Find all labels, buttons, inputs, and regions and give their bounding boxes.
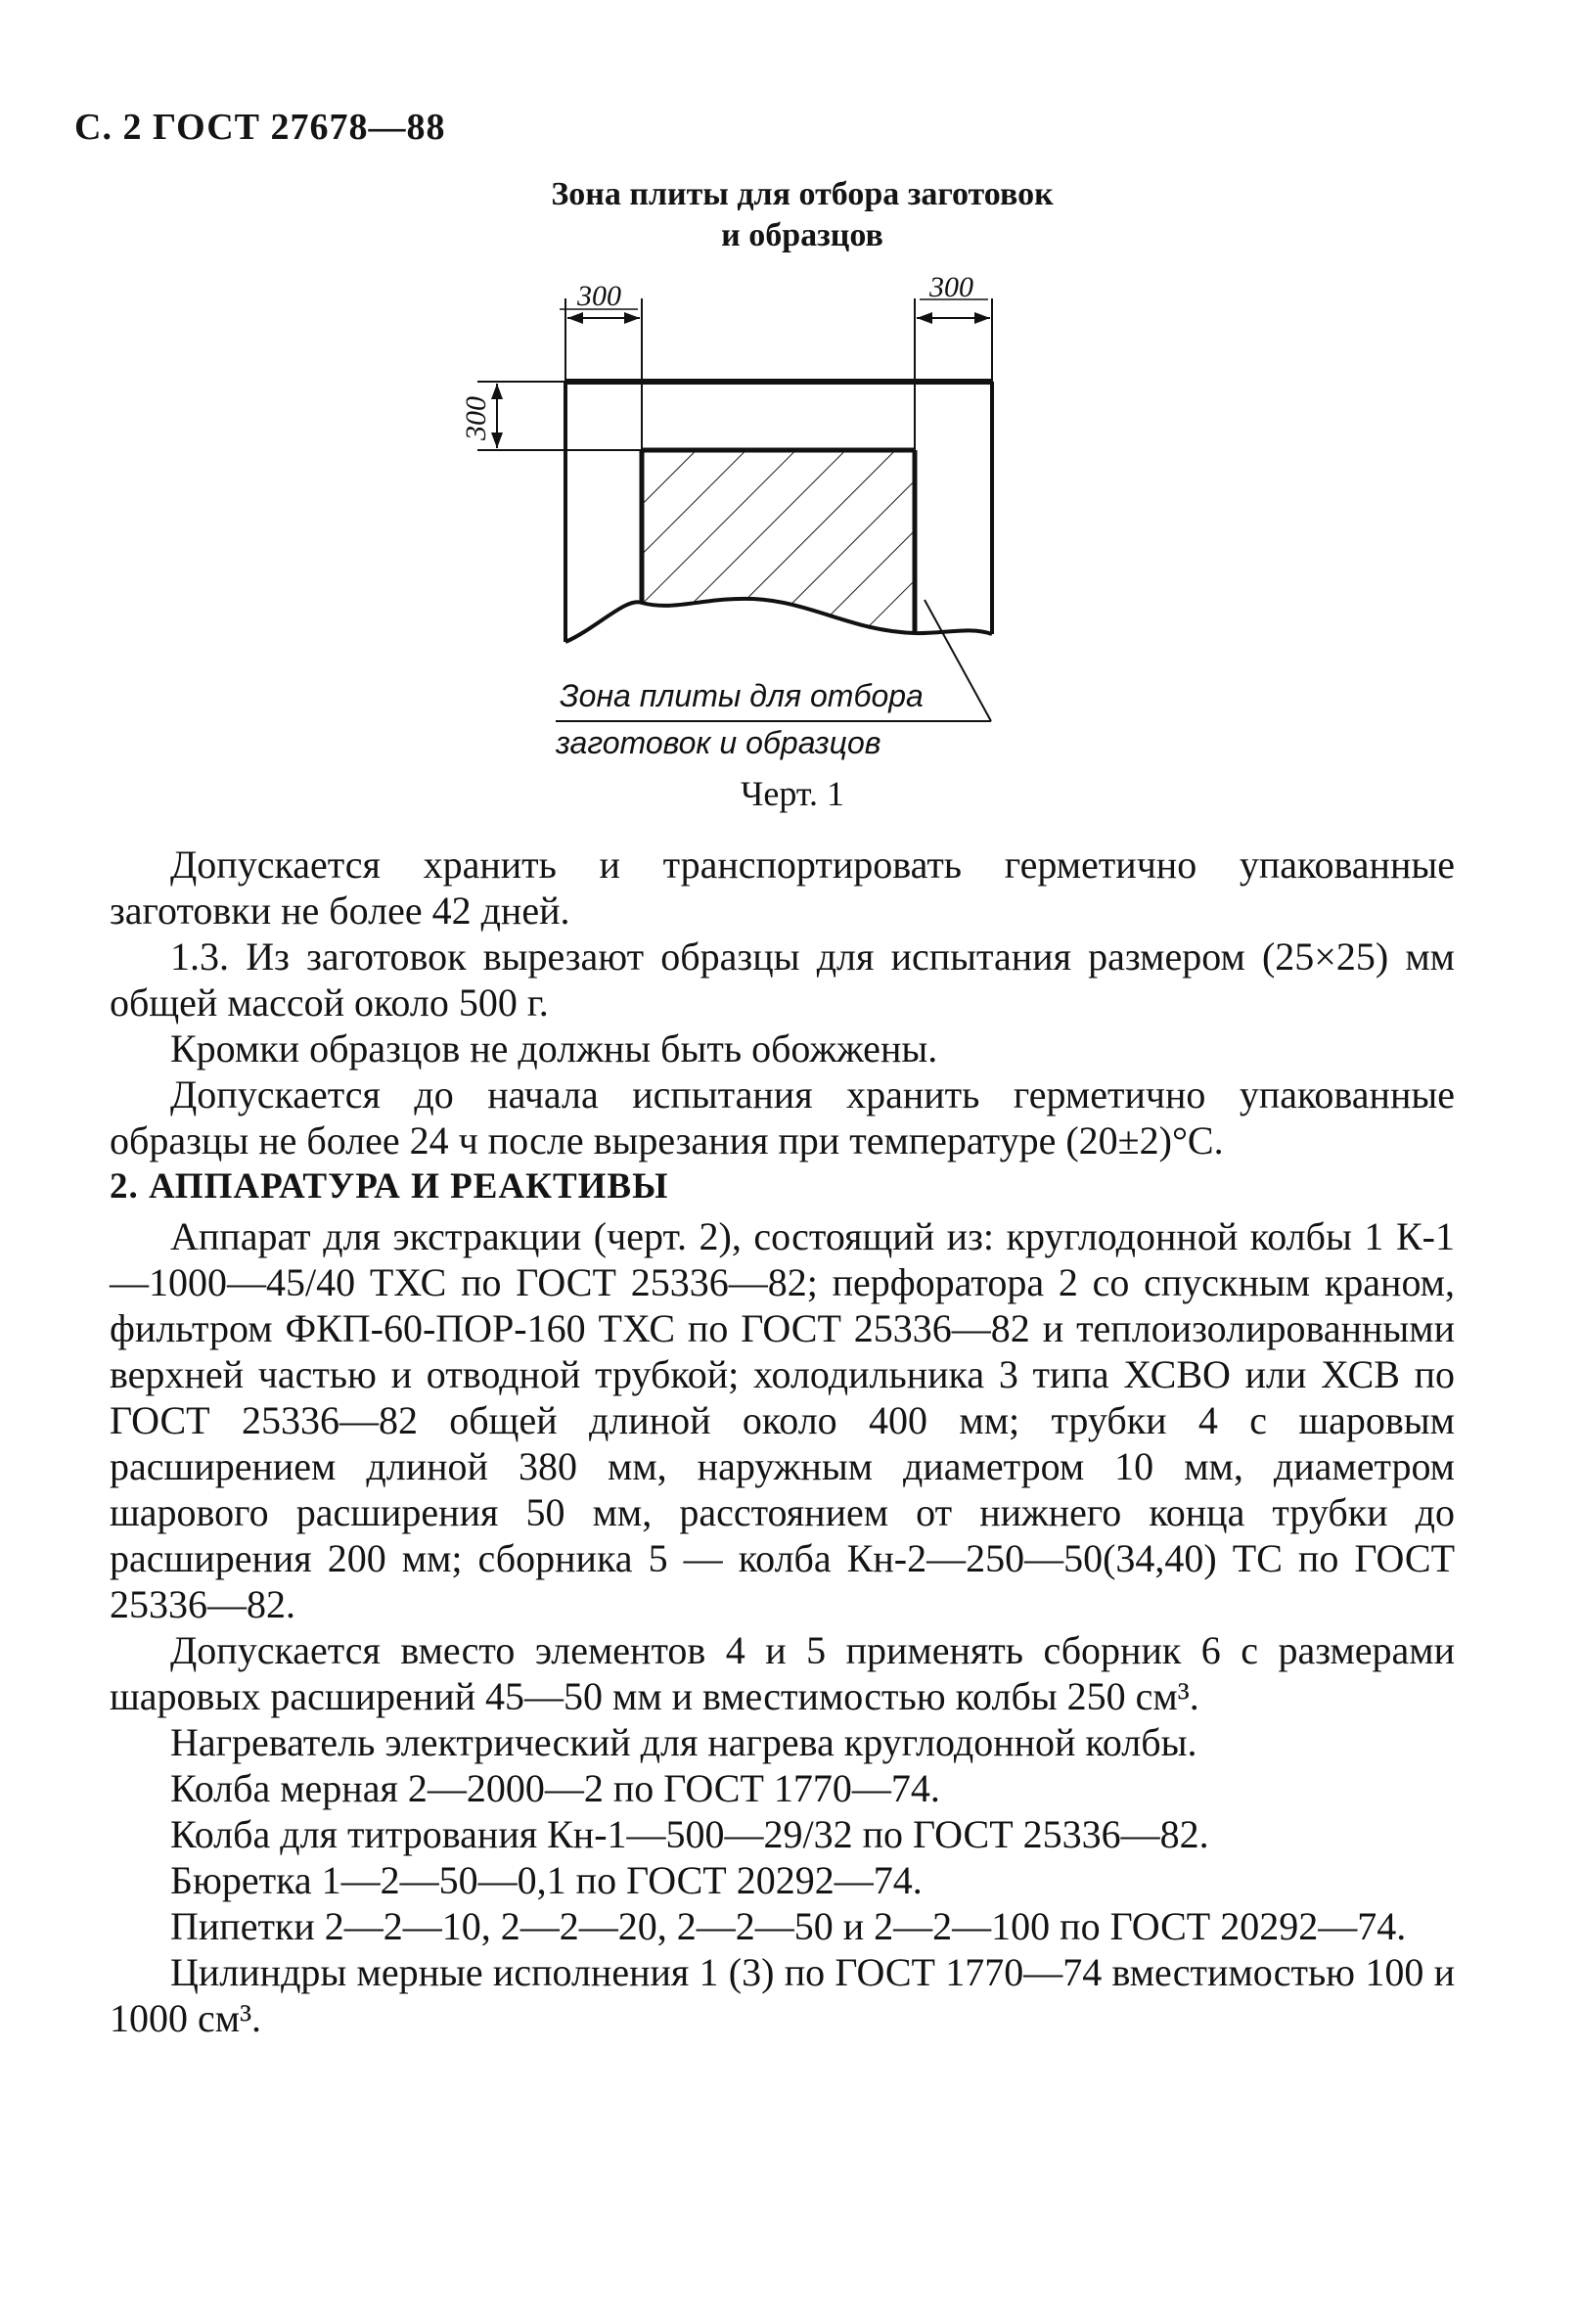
leader-line bbox=[925, 600, 991, 721]
figure-caption: Черт. 1 bbox=[741, 774, 844, 813]
paragraph-heater: Нагреватель электрический для нагрева круглодонной колбы. bbox=[170, 1720, 1197, 1764]
page-header: С. 2 ГОСТ 27678—88 bbox=[74, 107, 446, 148]
paragraph-edges: Кромки образцов не должны быть обожжены. bbox=[170, 1026, 938, 1071]
dim-left-label: 300 bbox=[577, 280, 621, 312]
dim-right-arrow-b bbox=[974, 312, 990, 324]
figure-title-line-1: Зона плиты для отбора заготовок bbox=[551, 176, 1054, 212]
dim-right-label: 300 bbox=[929, 271, 973, 303]
plate-zone-drawing bbox=[0, 0, 1580, 783]
paragraph-titration-flask: Колба для титрования Кн-1—500—29/32 по ГОСТ 25336—82. bbox=[170, 1812, 1209, 1856]
dim-right-arrow-a bbox=[917, 312, 932, 324]
body-text bbox=[110, 842, 1455, 2041]
zone-label-line-2: заготовок и образцов bbox=[556, 725, 881, 760]
paragraph-storage: Допускается хранить и транспортировать герметично упакованные заготовки не более 42 дней. bbox=[110, 843, 1455, 933]
dim-left-arrow-b bbox=[624, 312, 640, 324]
dim-vert-arrow-b bbox=[491, 433, 503, 448]
paragraph-sample-storage: Допускается до начала испытания хранить герметично упакованные образцы не более 24 ч после вырезания при температуре (20±2)°С. bbox=[110, 1072, 1455, 1162]
dim-vert-arrow-a bbox=[491, 384, 503, 399]
paragraph-cylinders: Цилиндры мерные исполнения 1 (3) по ГОСТ 1770—74 вместимостью 100 и 1000 см³. bbox=[110, 1950, 1455, 2040]
figure-title-line-2: и образцов bbox=[721, 217, 883, 253]
paragraph-pipettes: Пипетки 2—2—10, 2—2—20, 2—2—50 и 2—2—100 по ГОСТ 20292—74. bbox=[170, 1904, 1407, 1948]
paragraph-1-3: 1.3. Из заготовок вырезают образцы для испытания размером (25×25) мм общей массой около 500 г. bbox=[110, 934, 1455, 1025]
dim-left-arrow-a bbox=[567, 312, 583, 324]
paragraph-apparatus: Аппарат для экстракции (черт. 2), состоящий из: круглодонной колбы 1 К-1—1000—45/40 ТХС по ГОСТ 25336—82; перфоратора 2 со спускным краном, фильтром ФКП-60-ПОР-160 ТХС по ГОСТ 25336—82 и теплоизолированными верхней частью и отводной трубкой; холодильника 3 типа ХСВО или ХСВ по ГОСТ 25336—82 общей длиной около 400 мм; трубки 4 с шаровым расширением длиной 380 мм, наружным диаметром 10 мм, диаметром шарового расширения 50 мм, расстоянием от нижнего конца трубки до расширения 200 мм; сборника 5 — колба Кн-2—250—50(34,40) ТС по ГОСТ 25336—82. bbox=[110, 1214, 1455, 1626]
zone-label-line-1: Зона плиты для отбора bbox=[560, 678, 924, 713]
paragraph-burette: Бюретка 1—2—50—0,1 по ГОСТ 20292—74. bbox=[170, 1858, 923, 1902]
paragraph-collector: Допускается вместо элементов 4 и 5 применять сборник 6 с размерами шаровых расширений 45—50 мм и вместимостью колбы 250 см³. bbox=[110, 1628, 1455, 1718]
dim-vert-label: 300 bbox=[460, 396, 492, 440]
paragraph-volumetric-flask: Колба мерная 2—2000—2 по ГОСТ 1770—74. bbox=[170, 1766, 940, 1810]
section-2-heading: 2. АППАРАТУРА И РЕАКТИВЫ bbox=[110, 1166, 669, 1207]
